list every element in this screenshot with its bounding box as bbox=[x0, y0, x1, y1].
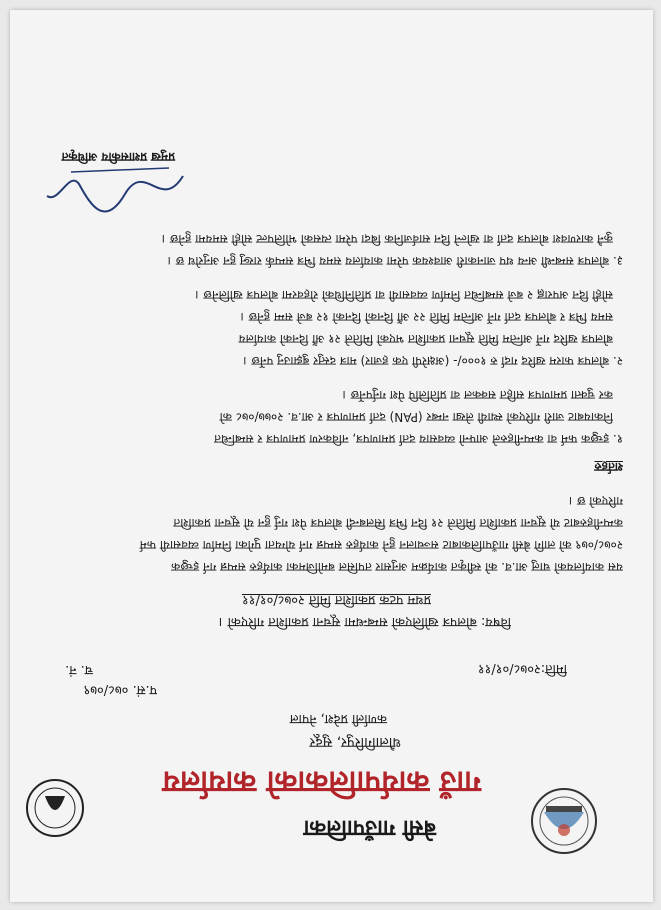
office-address-1: धौलागिरिपुर, सुदूर bbox=[309, 734, 401, 750]
paragraph-line: गरिएको छ । bbox=[568, 494, 623, 508]
paragraph-line: २०७८/०७९ को लागि बेसी गाउँपालिकाबाट सञ्चालन हुने कार्यहरु सम्पन्न गर्न योग्यता पुगेका निर्माण व्यवसायी फर्म bbox=[139, 538, 623, 552]
office-name: बेसी गाउँपालिका bbox=[303, 815, 436, 840]
subject-line: विषय: बोलपत्र खोलिएको सम्बन्धमा सूचना प्रकाशित गरिएको । bbox=[218, 614, 511, 629]
paragraph-line: कम्पनीहरुबाट यो सूचना प्रकाशित मितिले २१ दिन भित्र सिलबन्दी बोलपत्र पेश गर्नु हुन यो सूचना प्रकाशित bbox=[173, 516, 623, 530]
publication-date: प्रथम पटक प्रकाशित मिति २०७८/०१/११ bbox=[241, 592, 431, 607]
municipality-logo-icon bbox=[25, 778, 85, 838]
letter-date: मिति:२०७८/०१/११ bbox=[477, 661, 567, 676]
reference-number: प.सं. ०७८/०७९ bbox=[83, 682, 157, 697]
condition-line: ३. बोलपत्र सम्बन्धी अन्य थप जानकारी आवश्यक परेमा कार्यालय समय भित्र सम्पर्क राख्नु हुन अनुरोध छ । bbox=[167, 254, 623, 268]
office-title: गाउँ कार्यपालिकाको कार्यालय bbox=[162, 764, 481, 799]
signatory-title: प्रमुख प्रशासकीय अधिकृत bbox=[61, 150, 175, 164]
condition-line: बोलपत्र खरिद गर्ने अन्तिम मिति सूचना प्रकाशित भएको मितिले २१ औं दिनको कार्यालय bbox=[238, 332, 613, 346]
dispatch-number: च. नं. bbox=[65, 662, 93, 677]
condition-line: निकायबाट जारी गरिएको स्थायी लेखा नम्बर (PAN) दर्ता प्रमाणपत्र र आ.व. २०७७/०७८ को bbox=[219, 410, 613, 424]
nepal-emblem-icon bbox=[529, 786, 599, 856]
office-address-2: कर्णाली प्रदेश, नेपाल bbox=[289, 711, 387, 726]
condition-line: सोही दिन अपराह्न २ बजे सम्बन्धित निर्माण व्यवसायी वा प्रतिनिधिको रोहवरमा बोलपत्र खोलिनेछ । bbox=[195, 288, 613, 302]
condition-line: कर चुक्ता प्रमाणपत्र सहित सक्कल वा प्रतिलिपि पेश गर्नुपर्नेछ । bbox=[342, 388, 613, 402]
conditions-heading: शर्तहरु bbox=[594, 460, 623, 474]
paragraph-line: यस कार्यालयको चालु आ.व. को स्वीकृत कार्यक्रम अनुसार तपसिल बमोजिमका कार्यहरु सम्पन्न गर्न इच्छुक bbox=[171, 560, 623, 574]
condition-line: १. इच्छुक फर्म वा कम्पनीहरुले आफ्नो व्यवसाय दर्ता प्रमाणपत्र, नविकरण प्रमाणपत्र र सम्बन्धित bbox=[214, 432, 623, 446]
condition-line: समय भित्र र बोलपत्र दर्ता गर्ने अन्तिम मिति २२ औं दिनको दिनको १२ बजे सम्म हुनेछ । bbox=[240, 310, 613, 324]
condition-line: २. बोलपत्र फारम खरिद गर्दा रु १०००/- (अक्षरेपी एक हजार) मात्र दस्तुर बुझाउनु पर्नेछ । bbox=[243, 354, 623, 368]
condition-line: कुनै कारणवश बोलपत्र दर्ता वा खोल्ने दिन सार्वजनिक बिदा परेमा त्यसको भोलिपल्ट सोही समयमा हुनेछ । bbox=[161, 232, 613, 246]
